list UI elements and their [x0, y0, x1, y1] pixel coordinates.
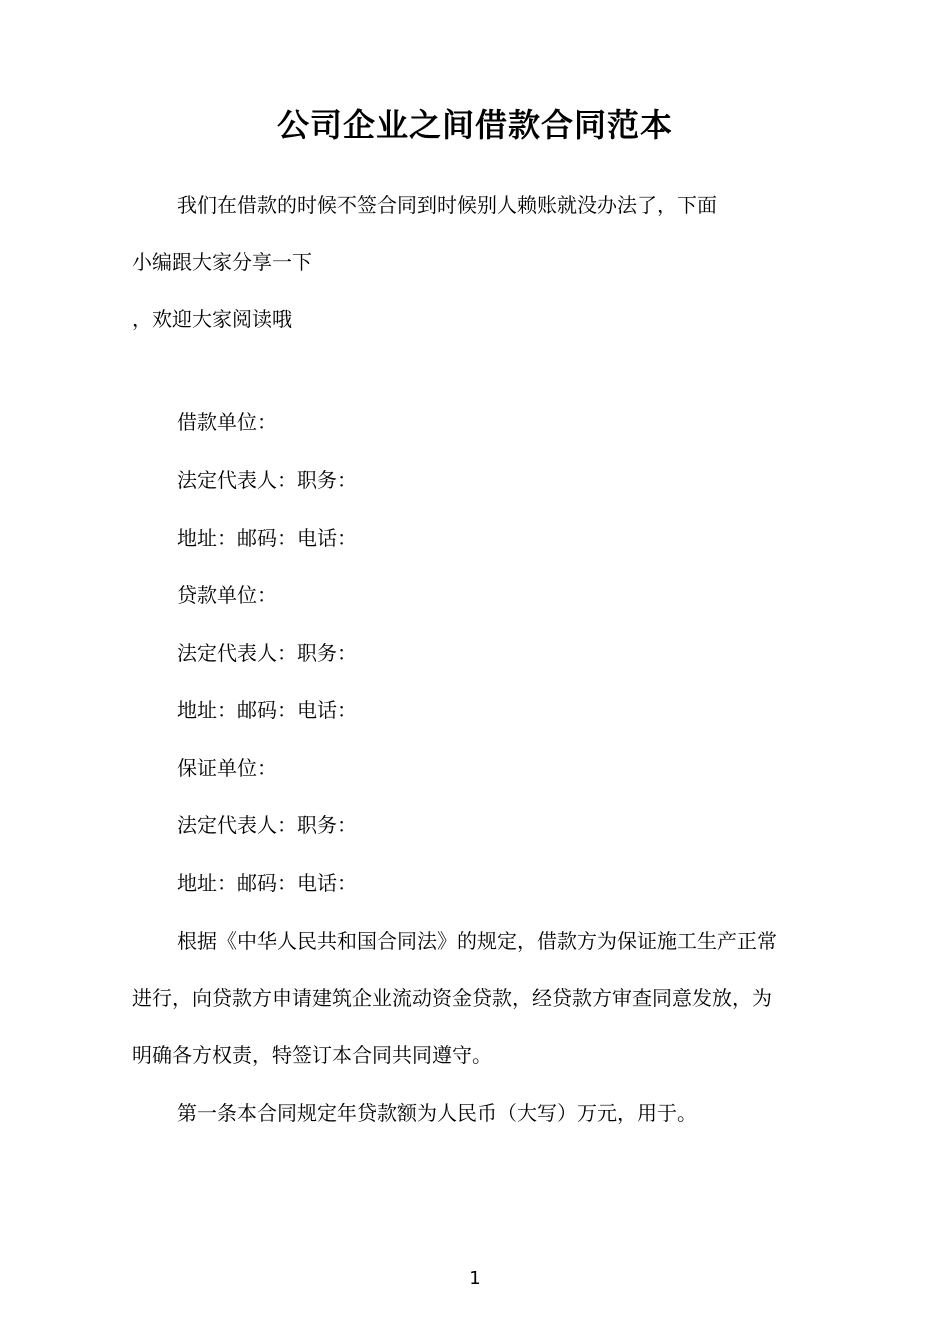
body-line: 明确各方权责，特签订本合同共同遵守。	[132, 1043, 492, 1067]
page-number: 1	[469, 1268, 481, 1289]
intro-line: 小编跟大家分享一下	[132, 250, 312, 274]
body-line: 根据《中华人民共和国合同法》的规定，借款方为保证施工生产正常	[177, 929, 777, 953]
party-field-lender: 贷款单位：	[177, 583, 277, 607]
intro-line: ，欢迎大家阅读哦	[132, 307, 292, 331]
party-field-lender-address: 地址：邮码：电话：	[177, 698, 357, 722]
party-field-guarantor-representative: 法定代表人：职务：	[177, 813, 357, 837]
body-line: 进行，向贷款方申请建筑企业流动资金贷款，经贷款方审查同意发放，为	[132, 986, 772, 1010]
party-field-lender-representative: 法定代表人：职务：	[177, 641, 357, 665]
intro-line: 我们在借款的时候不签合同到时候别人赖账就没办法了，下面	[177, 193, 717, 217]
party-field-borrower-address: 地址：邮码：电话：	[177, 526, 357, 550]
party-field-borrower-representative: 法定代表人：职务：	[177, 468, 357, 492]
party-field-guarantor: 保证单位：	[177, 756, 277, 780]
party-field-borrower: 借款单位：	[177, 410, 277, 434]
document-title: 公司企业之间借款合同范本	[276, 106, 673, 144]
party-field-guarantor-address: 地址：邮码：电话：	[177, 871, 357, 895]
article-1-line: 第一条本合同规定年贷款额为人民币（大写）万元，用于。	[177, 1101, 697, 1125]
